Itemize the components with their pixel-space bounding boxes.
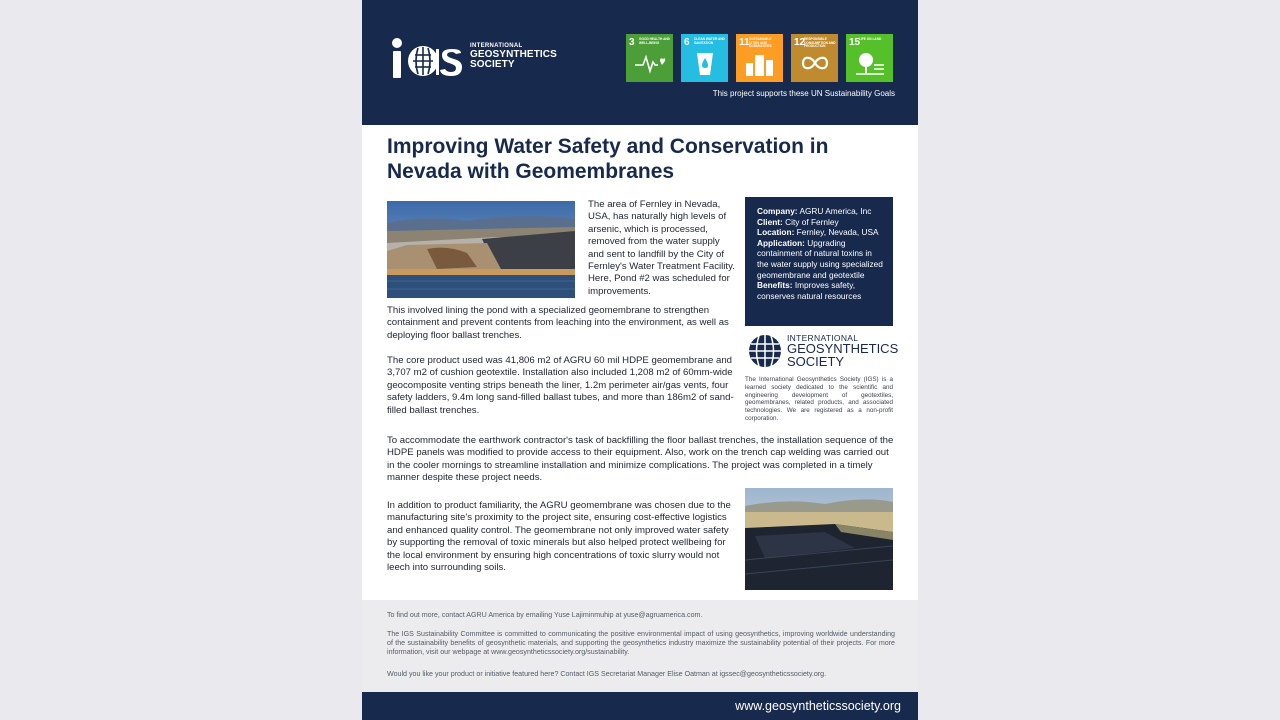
footer-notes: [362, 600, 918, 692]
info-benefits-value: Improves safety, conserves natural resources: [757, 280, 862, 301]
info-application-value: Upgrading containment of natural toxins in the water supply using specialized geomembrane and geotextile: [757, 237, 883, 280]
sdg-number: 3: [629, 37, 635, 48]
infinity-icon: [799, 51, 831, 75]
info-client-label: Client:: [757, 216, 783, 227]
sdg-tile-3: [626, 34, 673, 82]
info-company: [757, 206, 885, 217]
pond-liner-photo: [387, 201, 575, 298]
igs-logo-secondary-text: [787, 334, 898, 368]
contact-note: To find out more, contact AGRU America by emailing Yuse Lajiminmuhip at yuse@agruamerica.com.: [387, 611, 703, 619]
benefits-paragraph: In addition to product familiarity, the AGRU geomembrane was chosen due to the manufacturing site's proximity to the project site, ensuring cost-effective logistics and enhanced quality control. The geomembrane not only improved water safety by supporting the removal of toxic minerals but also helped protect wellbeing for the local environment by ensuring high concentrations of toxic slurry would not leech into surrounding soils.: [387, 500, 731, 574]
featured-note: Would you like your product or initiative featured here? Contact IGS Secretariat Manager Elise Oatman at igssec@geosyntheticssociety.org.: [387, 670, 827, 678]
sdg-label: CLEAN WATER AND SANITATION: [694, 37, 725, 45]
sdg-label: SUSTAINABLE CITIES AND COMMUNITIES: [749, 37, 772, 49]
igs-logo-secondary: [745, 333, 899, 374]
intro-paragraph-bottom: This involved lining the pond with a specialized geomembrane to strengthen containment and prevent contents from leaching into the environment, as well as deploying floor ballast trenches.: [387, 305, 729, 341]
igs-about-text: The International Geosynthetics Society (IGS) is a learned society dedicated to the scientific and engineering development of geotextiles, geomembranes, related products, and associated technologies. We are registered as a non-profit corporation.: [745, 376, 893, 422]
igs-logo: [392, 34, 562, 86]
info-client: [757, 217, 885, 228]
sdg-label: LIFE ON LAND: [859, 37, 882, 41]
info-application: [757, 238, 885, 280]
logo-line-1: INTERNATIONAL: [470, 43, 523, 49]
project-info-box: [745, 197, 893, 326]
logo2-line-1: INTERNATIONAL: [787, 333, 859, 343]
logo2-line-2: GEOSYNTHETICS: [787, 341, 899, 356]
water-glass-icon: [689, 51, 721, 77]
sdg-tile-15: [846, 34, 893, 82]
installation-paragraph: To accommodate the earthwork contractor's task of backfilling the floor ballast trenches, the installation sequence of the HDPE panels was modified to provide access to their equipment. Also, work on the trench cap welding was carried out in the cooler mornings to streamline installation and minimize complications. The project was completed in a timely manner despite these project needs.: [387, 435, 894, 484]
info-benefits-label: Benefits:: [757, 280, 793, 291]
igs-wordmark-icon: [392, 34, 470, 86]
product-paragraph: The core product used was 41,806 m2 of AGRU 60 mil HDPE geomembrane and 3,707 m2 of cushion geotextile. Installation also included 1,208 m2 of 60mm-wide geocomposite venting strips beneath the liner, 1.2m perimeter air/gas vents, four safety ladders, 9.4m long sand-filled ballast tubes, and more than 186m2 of sand-filled ballast trenches.: [387, 355, 734, 416]
info-application-label: Application:: [757, 237, 805, 248]
info-location: [757, 227, 885, 238]
website-link[interactable]: www.geosyntheticssociety.org: [735, 699, 901, 713]
sdg-tile-12: [791, 34, 838, 82]
aerial-pond-photo: [745, 488, 893, 590]
committee-note: The IGS Sustainability Committee is committed to communicating the positive environmental impact of using geosynthetics, improving worldwide understanding of the sustainability benefits of geosynthetic materials, and supporting the geosynthetics industry maximize the sustainability potential of their projects. For more information, visit our webpage at www.geosyntheticssociety.org/sustainability.: [387, 630, 895, 656]
logo2-line-3: SOCIETY: [787, 353, 845, 369]
sdg-number: 12: [794, 37, 806, 48]
igs-logo-text: [470, 43, 557, 70]
bottom-bar: [362, 692, 918, 720]
info-benefits: [757, 280, 885, 301]
sdg-tile-6: [681, 34, 728, 82]
info-location-label: Location:: [757, 227, 795, 238]
sdg-number: 11: [739, 37, 750, 48]
header-banner: [362, 0, 918, 125]
intro-paragraph-top: The area of Fernley in Nevada, USA, has naturally high levels of arsenic, which is processed, removed from the water supply and sent to landfill by the City of Fernley's Water Treatment Facility. Here, Pond #2 was scheduled for improvements.: [588, 199, 735, 297]
sdg-label: RESPONSIBLE CONSUMPTION AND PRODUCTION: [804, 37, 836, 49]
info-location-value: Fernley, Nevada, USA: [796, 227, 879, 238]
page-title: Improving Water Safety and Conservation in Nevada with Geomembranes: [387, 135, 829, 183]
globe-icon: [748, 334, 782, 368]
info-client-value: City of Fernley: [785, 216, 839, 227]
igs-about-block: [745, 333, 899, 423]
flyer-page: [362, 0, 918, 720]
logo-line-2: GEOSYNTHETICS: [470, 49, 557, 60]
city-icon: [744, 51, 776, 77]
sdg-label: GOOD HEALTH AND WELL-BEING: [639, 37, 670, 45]
sdg-number: 15: [849, 37, 861, 48]
info-company-label: Company:: [757, 206, 798, 216]
heartbeat-icon: [634, 51, 666, 75]
sdg-number: 6: [684, 37, 690, 48]
sdg-note: This project supports these UN Sustainability Goals: [712, 89, 895, 98]
info-company-value: AGRU America, Inc: [799, 206, 872, 216]
sdg-tile-11: [736, 34, 783, 82]
logo-line-3: SOCIETY: [470, 59, 515, 70]
tree-icon: [854, 51, 886, 77]
